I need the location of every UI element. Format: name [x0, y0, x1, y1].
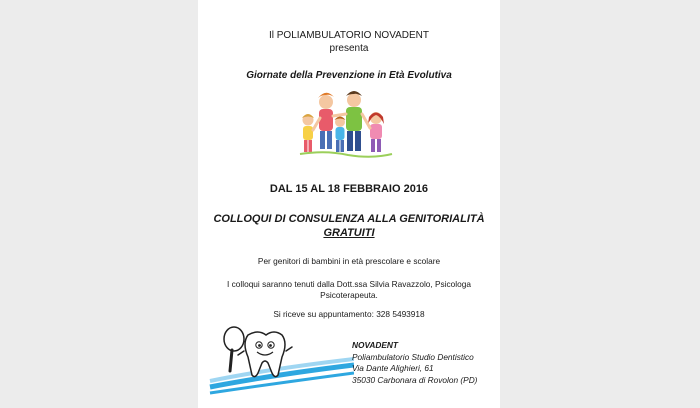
clinic-city: 35030 Carbonara di Rovolon (PD)	[352, 374, 478, 385]
intro-line: Il POLIAMBULATORIO NOVADENT	[268, 30, 430, 41]
clinic-name: NOVADENT	[352, 340, 398, 350]
clinic-address	[352, 340, 477, 386]
speaker-text: I colloqui saranno tenuti dalla Dott.ssa Silvia Ravazzolo, Psicologa Psicoterapeuta.	[227, 279, 471, 300]
flyer-page	[198, 0, 500, 408]
audience-text: Per genitori di bambini in età prescolare e scolare	[257, 256, 441, 266]
event-headline-free: GRATUITI	[323, 227, 375, 239]
family-illustration-icon	[296, 88, 400, 160]
clinic-type: Poliambulatorio Studio Dentistico	[352, 351, 474, 362]
event-subtitle: Giornate della Prevenzione in Età Evolutiva	[246, 70, 452, 81]
event-dates: DAL 15 AL 18 FEBBRAIO 2016	[269, 183, 429, 195]
appointment-text: Si riceve su appuntamento: 328 5493918	[273, 309, 425, 319]
presenta-line: presenta	[329, 43, 369, 54]
event-headline: COLLOQUI DI CONSULENZA ALLA GENITORIALITÀ	[213, 213, 485, 225]
clinic-street: Via Dante Alighieri, 61	[352, 363, 434, 373]
tooth-mascot-icon	[208, 325, 354, 395]
